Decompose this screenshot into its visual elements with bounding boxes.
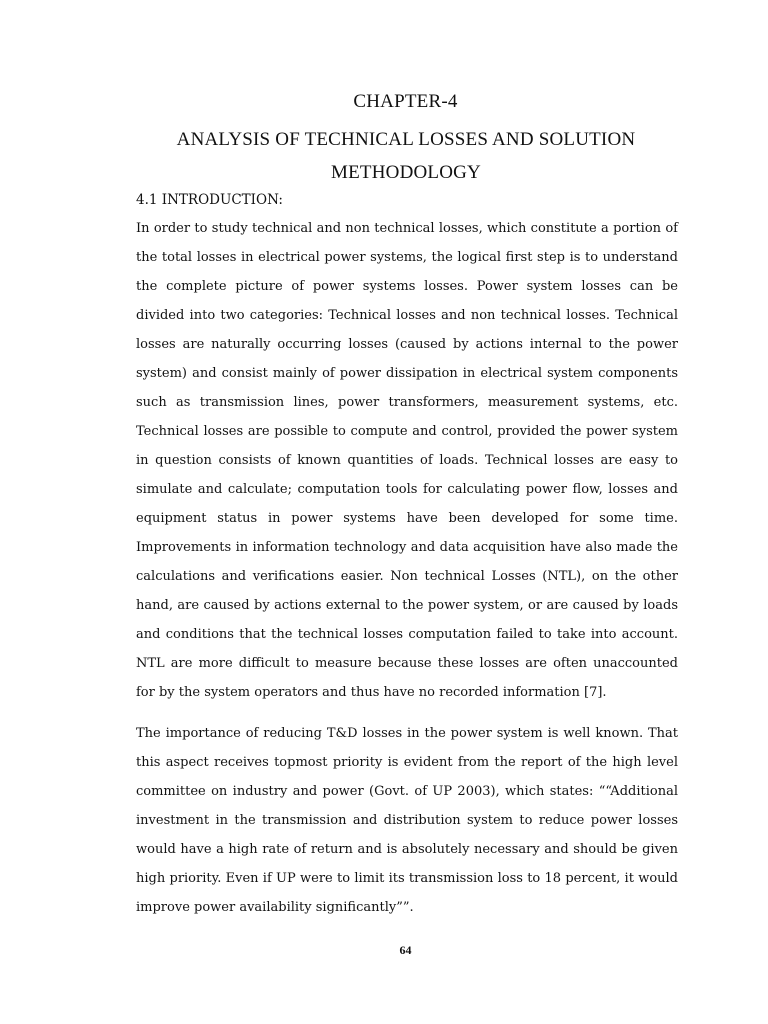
chapter-title: ANALYSIS OF TECHNICAL LOSSES AND SOLUTION METHODOLOGY <box>176 129 636 183</box>
body-paragraph: The importance of reducing T&D losses in the power system is well known. That this aspect receives topmost priority is evident from the report of the high level committee on industry and power (Govt. of UP 2003), which states: ““Additional investment in the transmission and distribution system to reduce power losses would have a high rate of return and is absolutely necessary and should be given high priority. Even if UP were to limit its transmission loss to 18 percent, it would improve power availability significantly””. <box>136 726 678 915</box>
chapter-number: CHAPTER-4 <box>353 91 458 112</box>
body-paragraph: In order to study technical and non technical losses, which constitute a portion of the total losses in electrical power systems, the logical first step is to understand the complete picture of power systems losses. Power system losses can be divided into two categories: Technical losses and non technical losses. Technical losses are naturally occurring losses (caused by actions internal to the power system) and consist mainly of power dissipation in electrical system components such as transmission lines, power transformers, measurement systems, etc. Technical losses are possible to compute and control, provided the power system in question consists of known quantities of loads. Technical losses are easy to simulate and calculate; computation tools for calculating power flow, losses and equipment status in power systems have been developed for some time. Improvements in information technology and data acquisition have also made the calculations and verifications easier. Non technical Losses (NTL), on the other hand, are caused by actions external to the power system, or are caused by loads and conditions that the technical losses computation failed to take into account. NTL are more difficult to measure because these losses are often unaccounted for by the system operators and thus have no recorded information [7]. <box>136 221 678 700</box>
section-heading: 4.1 INTRODUCTION: <box>136 192 283 208</box>
page-number: 64 <box>399 943 412 957</box>
